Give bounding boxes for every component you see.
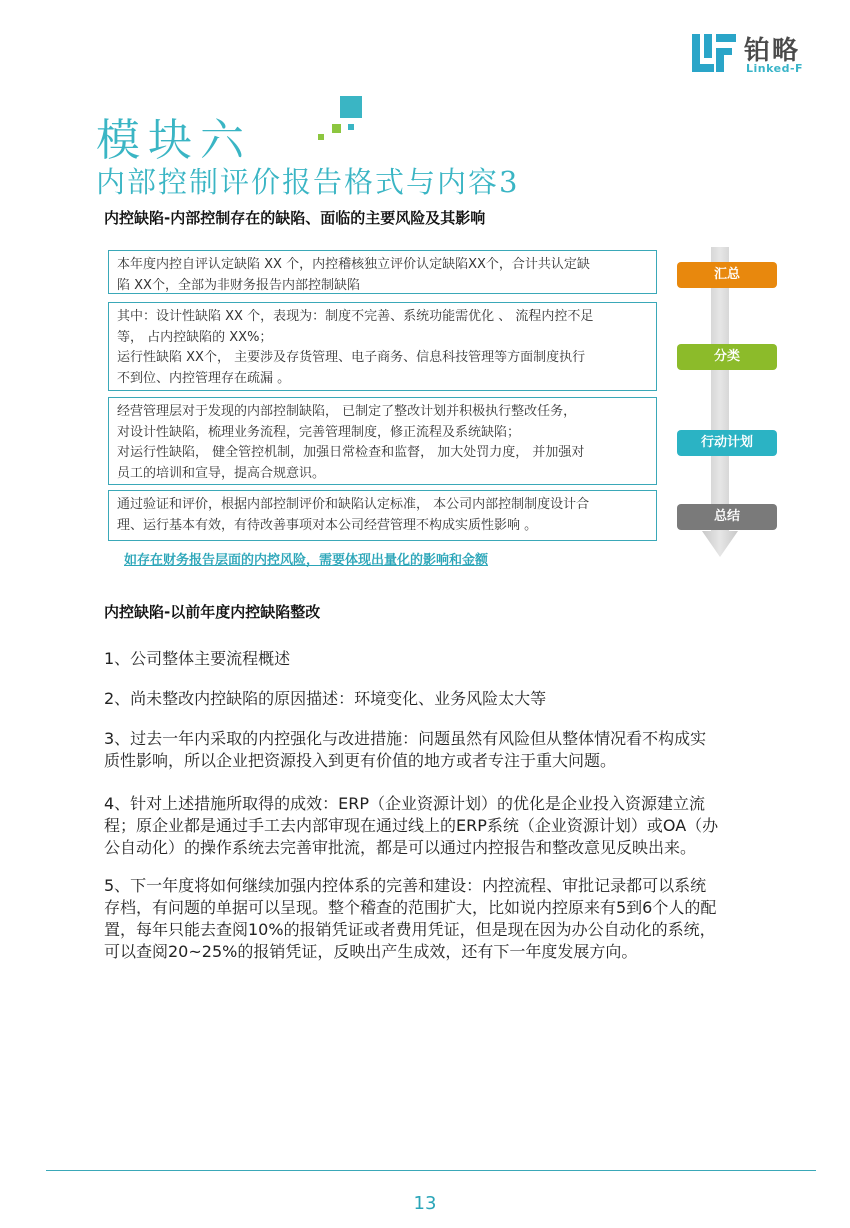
list-item-line: 1、公司整体主要流程概述	[104, 649, 291, 668]
list-item-line: 2、尚未整改内控缺陷的原因描述：环境变化、业务风险太大等	[104, 689, 547, 708]
box-line: 通过验证和评价，根据内部控制评价和缺陷认定标准， 本公司内部控制制度设计合	[117, 497, 590, 512]
list-item	[104, 728, 784, 772]
list-item	[104, 648, 784, 670]
decorative-squares-icon	[318, 94, 368, 144]
box-line: 理、运行基本有效，有待改善事项对本公司经营管理不构成实质性影响 。	[117, 517, 538, 533]
box-line: 运行性缺陷 XX个， 主要涉及存货管理、电子商务、信息科技管理等方面制度执行	[117, 350, 586, 365]
logo-name-cn: 铂略	[744, 36, 801, 66]
section-heading-prior-defects: 内控缺陷-以前年度内控缺陷整改	[104, 603, 321, 621]
list-item-line: 5、下一年度将如何继续加强内控体系的完善和建设：内控流程、审批记录都可以系统	[104, 876, 707, 895]
box-line: 员工的培训和宣导，提高合规意识。	[117, 465, 326, 481]
list-item-line: 存档，有问题的单据可以呈现。整个稽查的范围扩大，比如说内控原来有5到6个人的配	[104, 898, 717, 917]
list-item-line: 质性影响，所以企业把资源投入到更有价值的地方或者专注于重大问题。	[104, 751, 617, 770]
box-line: 经营管理层对于发现的内部控制缺陷， 已制定了整改计划并积极执行整改任务，	[117, 404, 577, 419]
list-item-line: 3、过去一年内采取的内控强化与改进措施：问题虽然有风险但从整体情况看不构成实	[104, 729, 707, 748]
step-summary-badge: 汇总	[677, 262, 777, 288]
list-item-line: 可以查阅20~25%的报销凭证，反映出产生成效，还有下一年度发展方向。	[104, 942, 638, 961]
step-classify-badge: 分类	[677, 344, 777, 370]
box-line: 本年度内控自评认定缺陷 XX 个，内控稽核独立评价认定缺陷XX个，合计共认定缺	[117, 257, 590, 272]
box-line: 等， 占内控缺陷的 XX%；	[117, 329, 273, 345]
conclusion-box	[108, 490, 657, 541]
module-title: 模块六	[96, 115, 252, 166]
page-number: 13	[413, 1193, 437, 1214]
box-line: 不到位、内控管理存在疏漏 。	[117, 370, 291, 386]
list-item	[104, 875, 784, 963]
list-item-line: 4、针对上述措施所取得的成效：ERP（企业资源计划）的优化是企业投入资源建立流	[104, 794, 706, 813]
box-line: 其中：设计性缺陷 XX 个，表现为：制度不完善、系统功能需优化 、 流程内控不足	[117, 309, 594, 324]
list-item	[104, 793, 784, 859]
list-item-line: 程；原企业都是通过手工去内部审现在通过线上的ERP系统（企业资源计划）或OA（办	[104, 816, 719, 835]
step-conclusion-badge: 总结	[677, 504, 777, 530]
step-action-plan-badge: 行动计划	[677, 430, 777, 456]
quantification-note: 如存在财务报告层面的内控风险，需要体现出量化的影响和金额	[124, 553, 489, 568]
list-item	[104, 688, 784, 710]
box-line: 对运行性缺陷， 健全管控机制，加强日常检查和监督， 加大处罚力度， 并加强对	[117, 445, 585, 460]
logo-name-en: Linked-F	[746, 62, 804, 75]
box-line: 陷 XX个，全部为非财务报告内部控制缺陷	[117, 277, 360, 293]
classification-box	[108, 302, 657, 391]
summary-box	[108, 250, 657, 294]
action-plan-box	[108, 397, 657, 485]
box-line: 对设计性缺陷，梳理业务流程，完善管理制度，修正流程及系统缺陷；	[117, 424, 521, 440]
section-heading-current-defects: 内控缺陷-内部控制存在的缺陷、面临的主要风险及其影响	[104, 209, 486, 227]
logo-mark-icon	[692, 34, 736, 72]
list-item-line: 公自动化）的操作系统去完善审批流，都是可以通过内控报告和整改意见反映出来。	[104, 838, 697, 857]
footer-divider	[46, 1170, 816, 1171]
page-subtitle: 内部控制评价报告格式与内容3	[96, 165, 520, 199]
list-item-line: 置，每年只能去查阅10%的报销凭证或者费用凭证，但是现在因为办公自动化的系统，	[104, 920, 716, 939]
